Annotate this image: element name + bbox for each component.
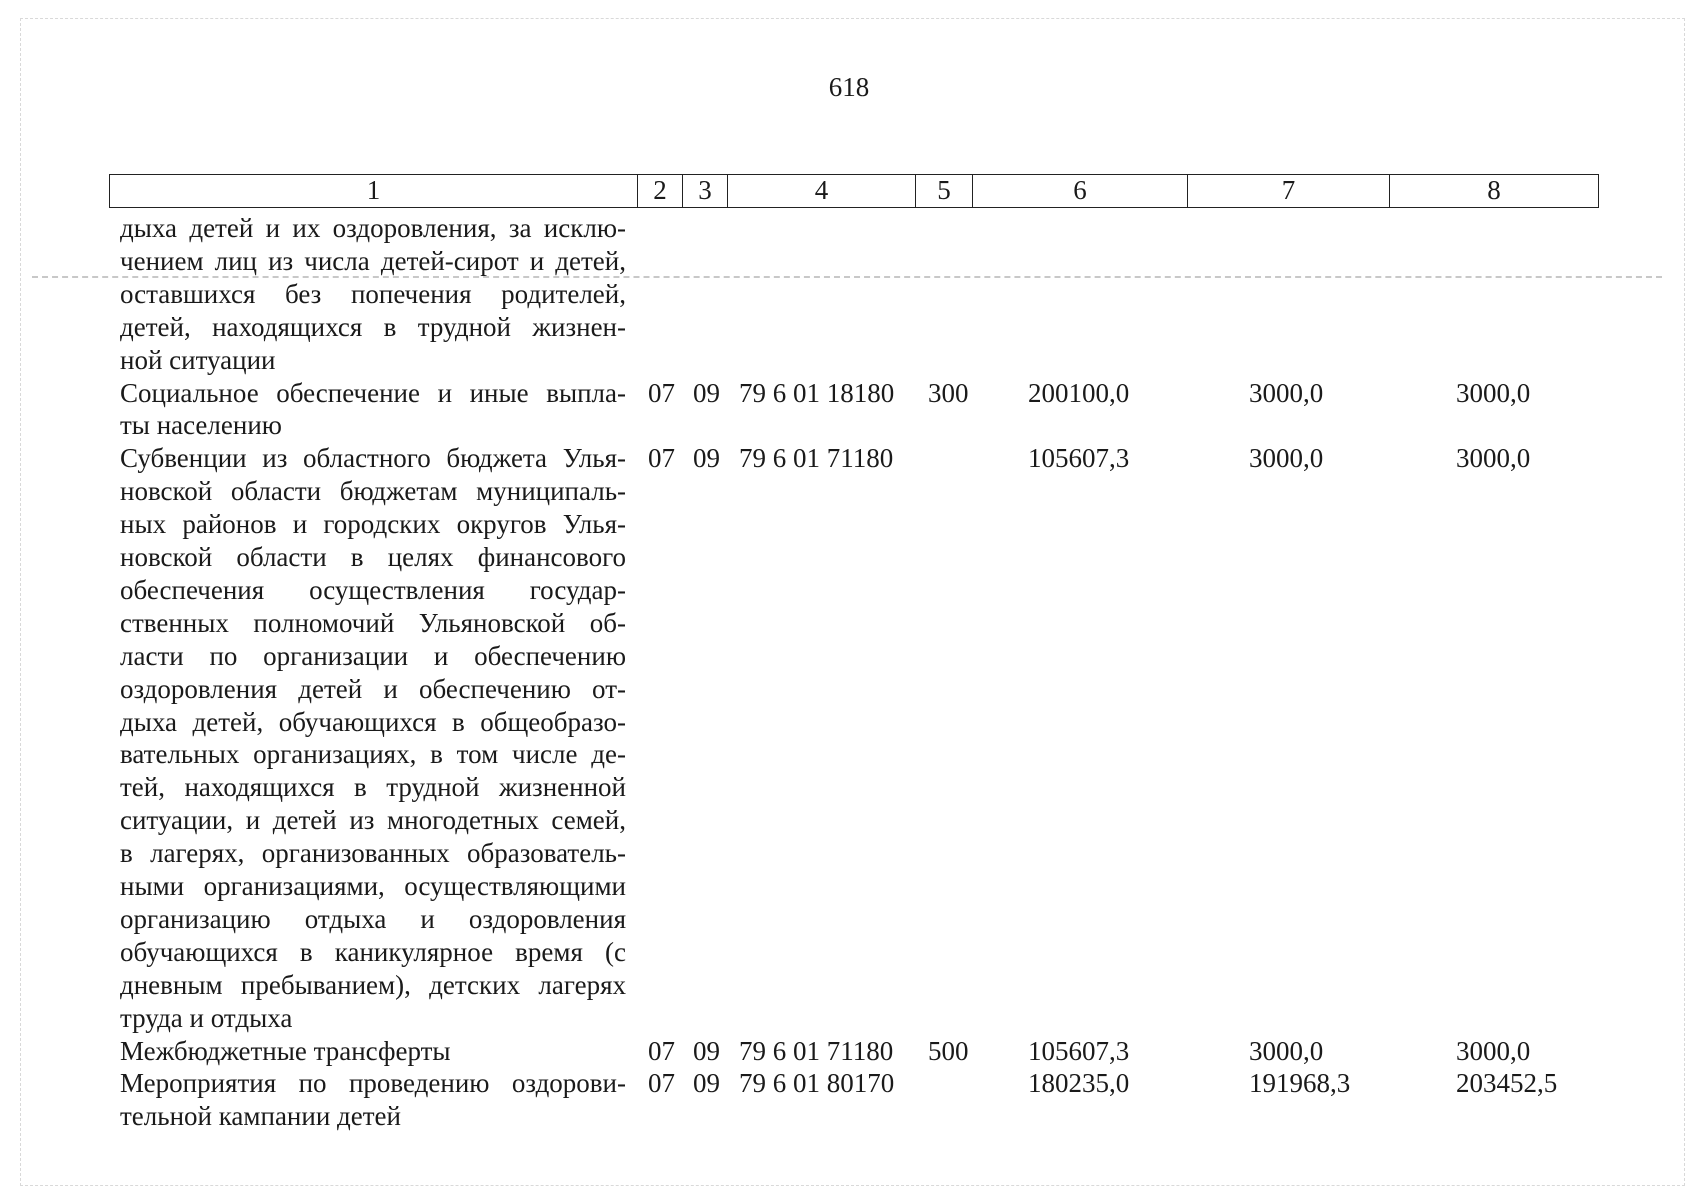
description-line: тельной кампании детей xyxy=(120,1101,401,1132)
description-line: ты населению xyxy=(120,410,282,441)
target-article-code: 79 6 01 80170 xyxy=(739,1068,895,1099)
description-line: чением лиц из числа детей-сирот и детей, xyxy=(120,245,626,276)
header-cell-3: 3 xyxy=(683,175,728,207)
expense-type-code: 300 xyxy=(928,377,969,408)
description-line: Мероприятия по проведению оздорови- xyxy=(120,1068,626,1099)
description-line: труда и отдыха xyxy=(120,1002,293,1033)
expense-type-code: 500 xyxy=(928,1035,969,1066)
header-cell-7: 7 xyxy=(1188,175,1390,207)
header-cell-5: 5 xyxy=(916,175,973,207)
description-line: оставшихся без попечения родителей, xyxy=(120,278,626,309)
description-line: дыха детей, обучающихся в общеобразо- xyxy=(120,706,626,737)
row-description xyxy=(120,1035,626,1068)
amount-col-8: 3000,0 xyxy=(1456,443,1531,474)
amount-col-7: 3000,0 xyxy=(1249,443,1324,474)
header-cell-2: 2 xyxy=(638,175,683,207)
target-article-code: 79 6 01 18180 xyxy=(739,377,895,408)
podrazdel-code: 09 xyxy=(693,443,720,474)
description-line: в лагерях, организованных образователь- xyxy=(120,838,626,869)
target-article-code: 79 6 01 71180 xyxy=(739,443,894,474)
description-line: тей, находящихся в трудной жизненной xyxy=(120,772,626,803)
description-line: оздоровления детей и обеспечению от- xyxy=(120,673,626,704)
description-line: детей, находящихся в трудной жизнен- xyxy=(120,311,626,342)
description-line: обеспечения осуществления государ- xyxy=(120,574,626,605)
description-line: ственных полномочий Ульяновской об- xyxy=(120,607,626,638)
podrazdel-code: 09 xyxy=(693,1068,720,1099)
amount-col-6: 200100,0 xyxy=(1028,377,1130,408)
amount-col-7: 3000,0 xyxy=(1249,377,1324,408)
header-cell-1: 1 xyxy=(110,175,638,207)
description-line: обучающихся в каникулярное время (с xyxy=(120,936,626,967)
description-line: ных районов и городских округов Улья- xyxy=(120,509,626,540)
podrazdel-code: 09 xyxy=(693,1035,720,1066)
razdel-code: 07 xyxy=(648,443,675,474)
amount-col-7: 191968,3 xyxy=(1249,1068,1351,1099)
target-article-code: 79 6 01 71180 xyxy=(739,1035,894,1066)
amount-col-6: 105607,3 xyxy=(1028,443,1130,474)
amount-col-7: 3000,0 xyxy=(1249,1035,1324,1066)
amount-col-8: 3000,0 xyxy=(1456,1035,1531,1066)
header-cell-6: 6 xyxy=(973,175,1188,207)
podrazdel-code: 09 xyxy=(693,377,720,408)
razdel-code: 07 xyxy=(648,1068,675,1099)
table-header-row xyxy=(109,174,1599,208)
row-description xyxy=(120,1067,626,1133)
description-line: Межбюджетные трансферты xyxy=(120,1035,451,1066)
description-line: Социальное обеспечение и иные выпла- xyxy=(120,377,626,408)
amount-col-8: 203452,5 xyxy=(1456,1068,1558,1099)
description-line: вательных организациях, в том числе де- xyxy=(120,739,626,770)
description-line: дневным пребыванием), детских лагерях xyxy=(120,969,626,1000)
description-line: новской области в целях финансового xyxy=(120,542,626,573)
amount-col-6: 105607,3 xyxy=(1028,1035,1130,1066)
amount-col-8: 3000,0 xyxy=(1456,377,1531,408)
row-description xyxy=(120,212,626,377)
razdel-code: 07 xyxy=(648,1035,675,1066)
row-description xyxy=(120,377,626,443)
amount-col-6: 180235,0 xyxy=(1028,1068,1130,1099)
description-line: ласти по организации и обеспечению xyxy=(120,640,626,671)
header-cell-4: 4 xyxy=(728,175,916,207)
description-line: организацию отдыха и оздоровления xyxy=(120,903,626,934)
row-description xyxy=(120,442,626,1034)
description-line: Субвенции из областного бюджета Улья- xyxy=(120,443,626,474)
razdel-code: 07 xyxy=(648,377,675,408)
description-line: дыха детей и их оздоровления, за исклю- xyxy=(120,213,626,243)
description-line: ной ситуации xyxy=(120,344,276,375)
description-line: ными организациями, осуществляющими xyxy=(120,871,626,902)
header-cell-8: 8 xyxy=(1487,175,1501,205)
description-line: новской области бюджетам муниципаль- xyxy=(120,476,626,507)
description-line: ситуации, и детей из многодетных семей, xyxy=(120,805,626,836)
page-number: 618 xyxy=(828,72,870,102)
